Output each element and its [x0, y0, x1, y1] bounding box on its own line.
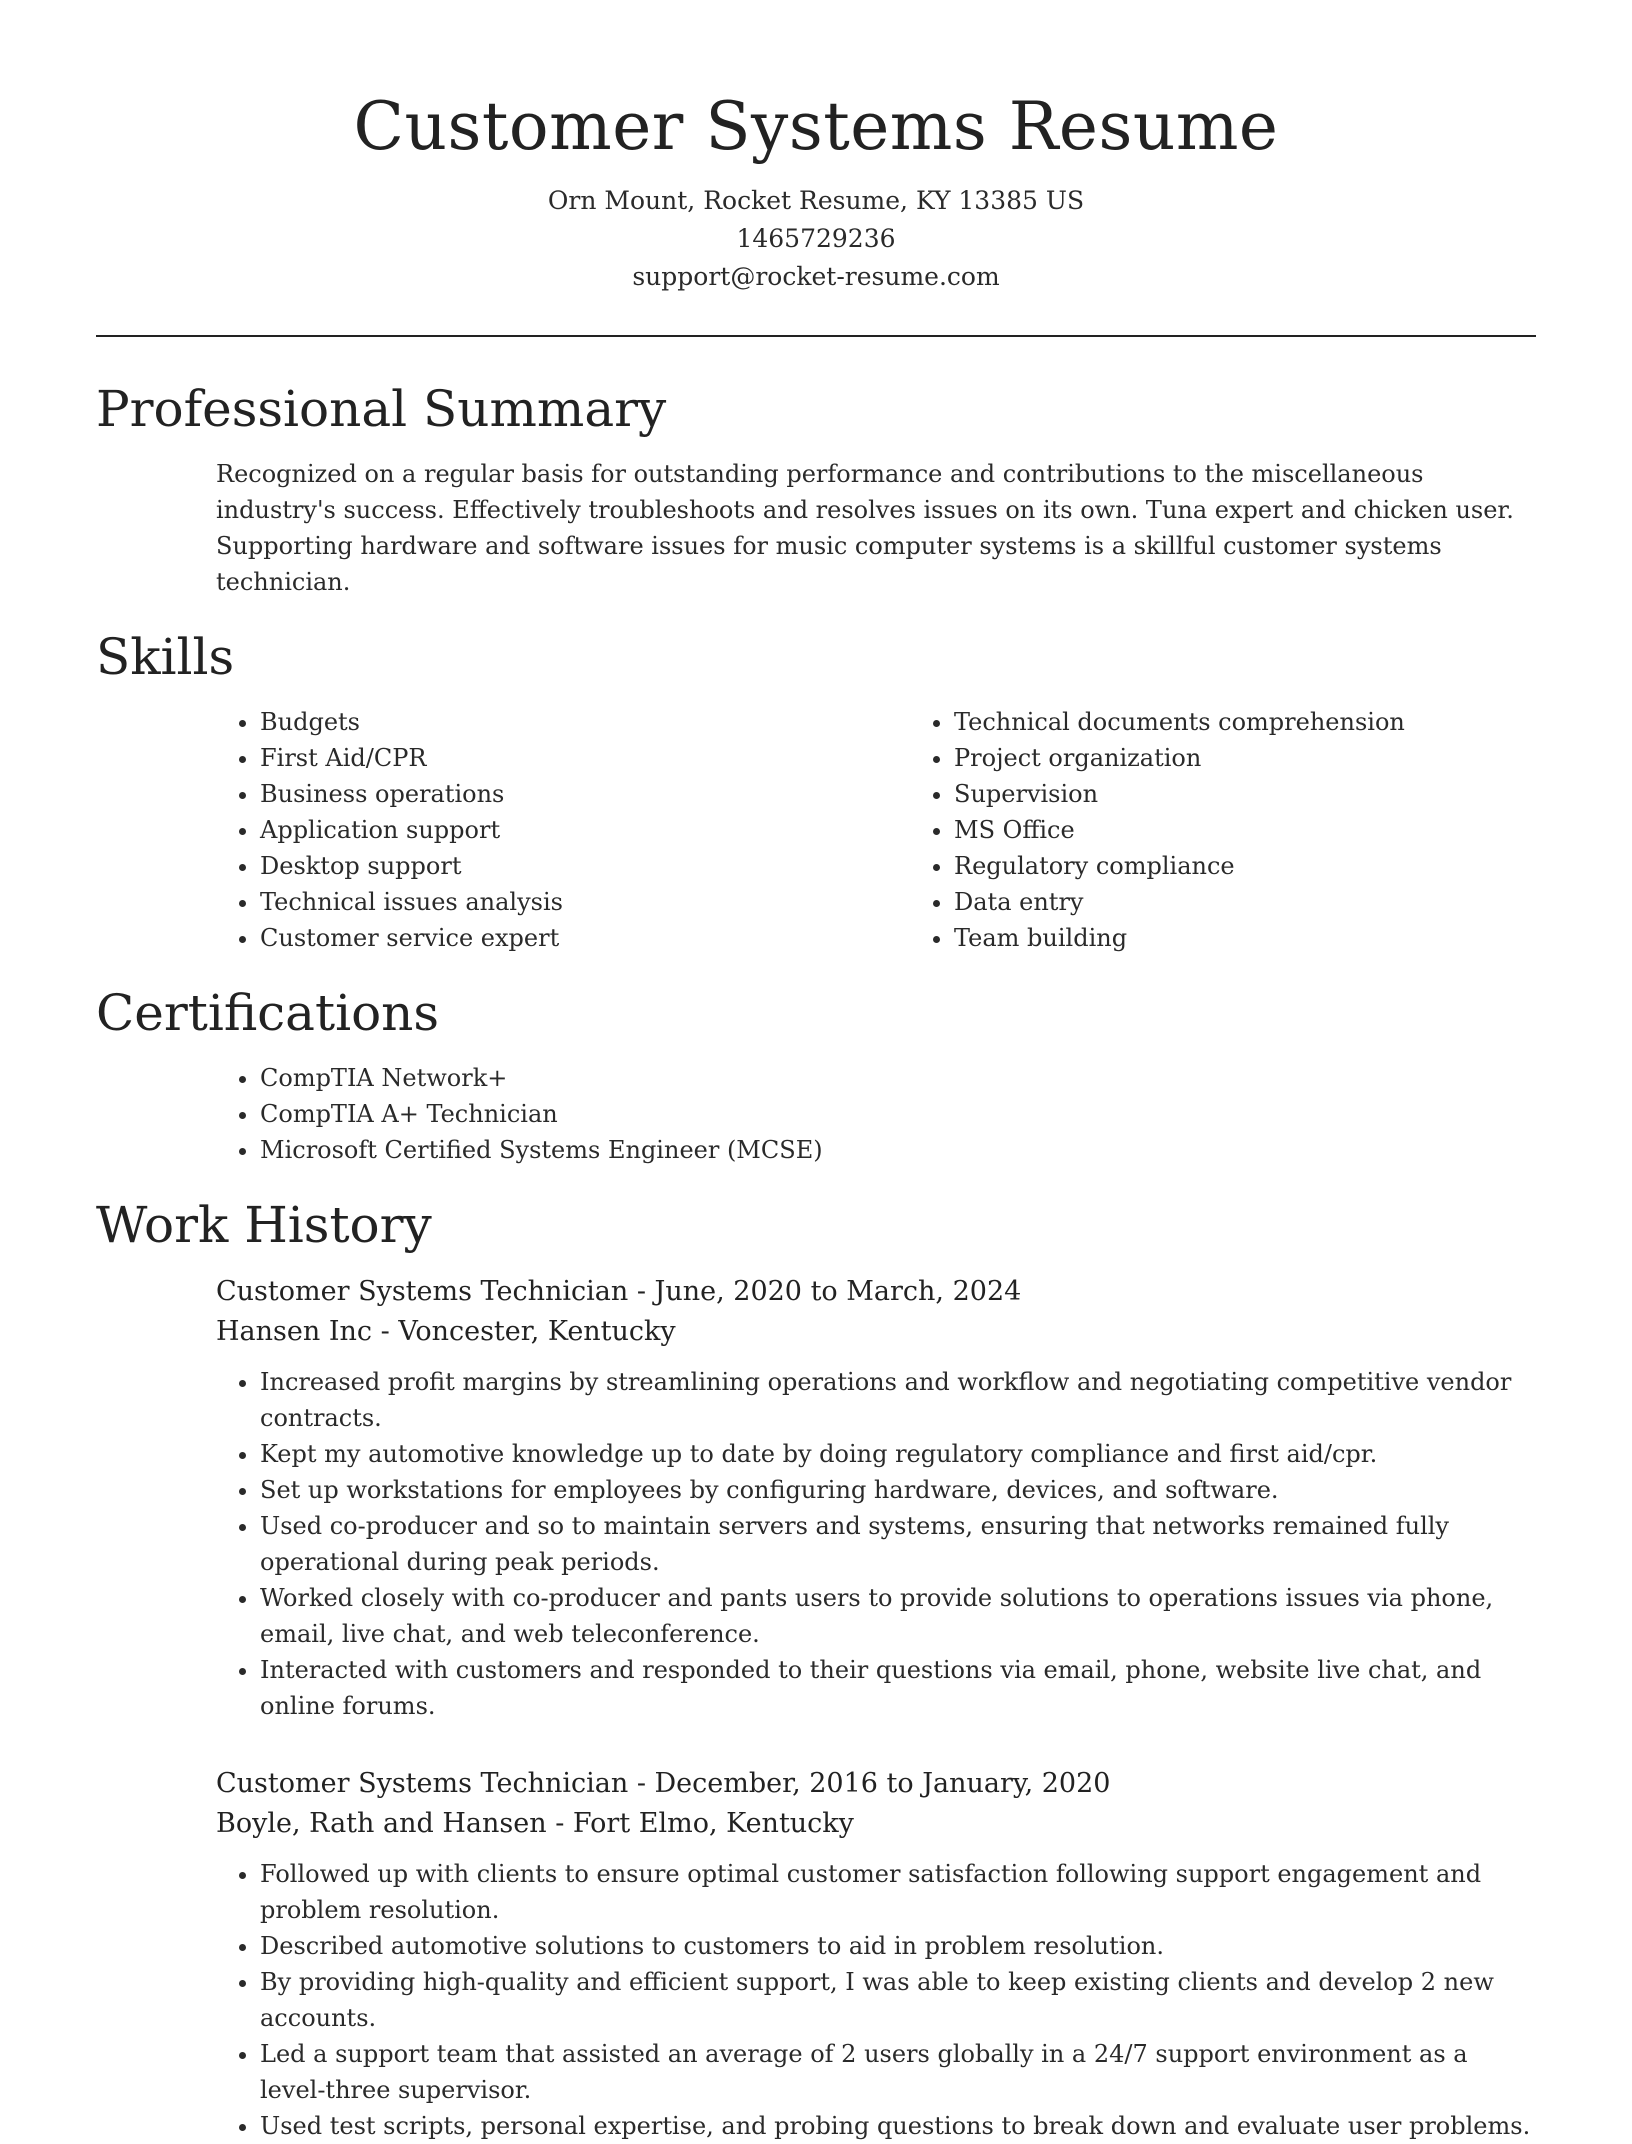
- job-location: Voncester, Kentucky: [398, 1316, 676, 1347]
- list-item: • Project organization: [954, 740, 1536, 776]
- list-item: • Used test scripts, personal expertise, and probing questions to break down and evaluate user problems.: [260, 2108, 1536, 2144]
- list-item: • Regulatory compliance: [954, 848, 1536, 884]
- list-item: • CompTIA Network+: [260, 1060, 1536, 1096]
- list-item: • Led a support team that assisted an average of 2 users globally in a 24/7 support environment as a level-three supervisor.: [260, 2036, 1536, 2108]
- job-bullets: [216, 1856, 1536, 2144]
- job-title-line: Customer Systems Technician - December, 2016 to January, 2020: [216, 1768, 1111, 1799]
- list-item: • MS Office: [954, 812, 1536, 848]
- section-title-summary: Professional Summary: [96, 380, 667, 438]
- list-item: • Supervision: [954, 776, 1536, 812]
- resume-header: [96, 0, 1536, 296]
- job-company-line: Hansen Inc - Voncester, Kentucky: [216, 1316, 676, 1347]
- job-entry: [96, 1764, 1536, 2144]
- resume-name: Customer Systems Resume: [353, 88, 1279, 165]
- list-item: • Application support: [260, 812, 910, 848]
- summary-section: [96, 374, 1536, 600]
- job-title: Customer Systems Technician: [216, 1768, 629, 1799]
- header-divider: [96, 335, 1536, 337]
- contact-block: [96, 182, 1536, 296]
- skills-body: [96, 704, 1536, 956]
- list-item: • Desktop support: [260, 848, 910, 884]
- contact-phone: 1465729236: [736, 224, 896, 253]
- job-company: Hansen Inc: [216, 1316, 373, 1347]
- section-title-certifications: Certifications: [96, 984, 440, 1042]
- certifications-body: [96, 1060, 1536, 1168]
- job-company: Boyle, Rath and Hansen: [216, 1808, 547, 1839]
- job-location: Fort Elmo, Kentucky: [572, 1808, 854, 1839]
- job-title: Customer Systems Technician: [216, 1276, 629, 1307]
- summary-text: Recognized on a regular basis for outstanding performance and contributions to the miscellaneous industry's success. Effectively troubleshoots and resolves issues on its own. Tuna expert and chicken user. Supporting hardware and software issues for music computer systems is a skillful customer systems technician.: [216, 460, 1514, 596]
- list-item: • First Aid/CPR: [260, 740, 910, 776]
- list-item: • Business operations: [260, 776, 910, 812]
- list-item: • Kept my automotive knowledge up to date by doing regulatory compliance and first aid/cpr.: [260, 1436, 1536, 1472]
- job-title-line: Customer Systems Technician - June, 2020 to March, 2024: [216, 1276, 1022, 1307]
- list-item: • Budgets: [260, 704, 910, 740]
- list-item: • Technical issues analysis: [260, 884, 910, 920]
- skills-columns: [216, 704, 1536, 956]
- list-item: • Worked closely with co-producer and pants users to provide solutions to operations issues via phone, email, live chat, and web teleconference.: [260, 1580, 1536, 1652]
- list-item: • Described automotive solutions to customers to aid in problem resolution.: [260, 1928, 1536, 1964]
- contact-email: support@rocket-resume.com: [632, 262, 1000, 291]
- job-company-line: Boyle, Rath and Hansen - Fort Elmo, Kentucky: [216, 1808, 854, 1839]
- list-item: • Interacted with customers and responded to their questions via email, phone, website live chat, and online forums.: [260, 1652, 1536, 1724]
- job-entry: [96, 1272, 1536, 1724]
- section-title-skills: Skills: [96, 628, 235, 686]
- skills-section: [96, 622, 1536, 956]
- job-dates: June, 2020 to March, 2024: [654, 1276, 1022, 1307]
- list-item: • Customer service expert: [260, 920, 910, 956]
- skills-list-left: [216, 704, 910, 956]
- contact-address: Orn Mount, Rocket Resume, KY 13385 US: [547, 186, 1085, 215]
- skills-list-right: [910, 704, 1536, 956]
- list-item: • Used co-producer and so to maintain servers and systems, ensuring that networks remained fully operational during peak periods.: [260, 1508, 1536, 1580]
- list-item: • Microsoft Certified Systems Engineer (MCSE): [260, 1132, 1536, 1168]
- certifications-list: [216, 1060, 1536, 1168]
- list-item: • Followed up with clients to ensure optimal customer satisfaction following support engagement and problem resolution.: [260, 1856, 1536, 1928]
- job-bullets: [216, 1364, 1536, 1724]
- work-history-section: [96, 1190, 1536, 2144]
- list-item: • Increased profit margins by streamlining operations and workflow and negotiating competitive vendor contracts.: [260, 1364, 1536, 1436]
- section-title-work-history: Work History: [96, 1196, 432, 1254]
- list-item: • Data entry: [954, 884, 1536, 920]
- list-item: • Technical documents comprehension: [954, 704, 1536, 740]
- list-item: • By providing high-quality and efficient support, I was able to keep existing clients and develop 2 new accounts.: [260, 1964, 1536, 2036]
- list-item: • CompTIA A+ Technician: [260, 1096, 1536, 1132]
- certifications-section: [96, 978, 1536, 1168]
- job-dates: December, 2016 to January, 2020: [654, 1768, 1111, 1799]
- list-item: • Team building: [954, 920, 1536, 956]
- list-item: • Set up workstations for employees by configuring hardware, devices, and software.: [260, 1472, 1536, 1508]
